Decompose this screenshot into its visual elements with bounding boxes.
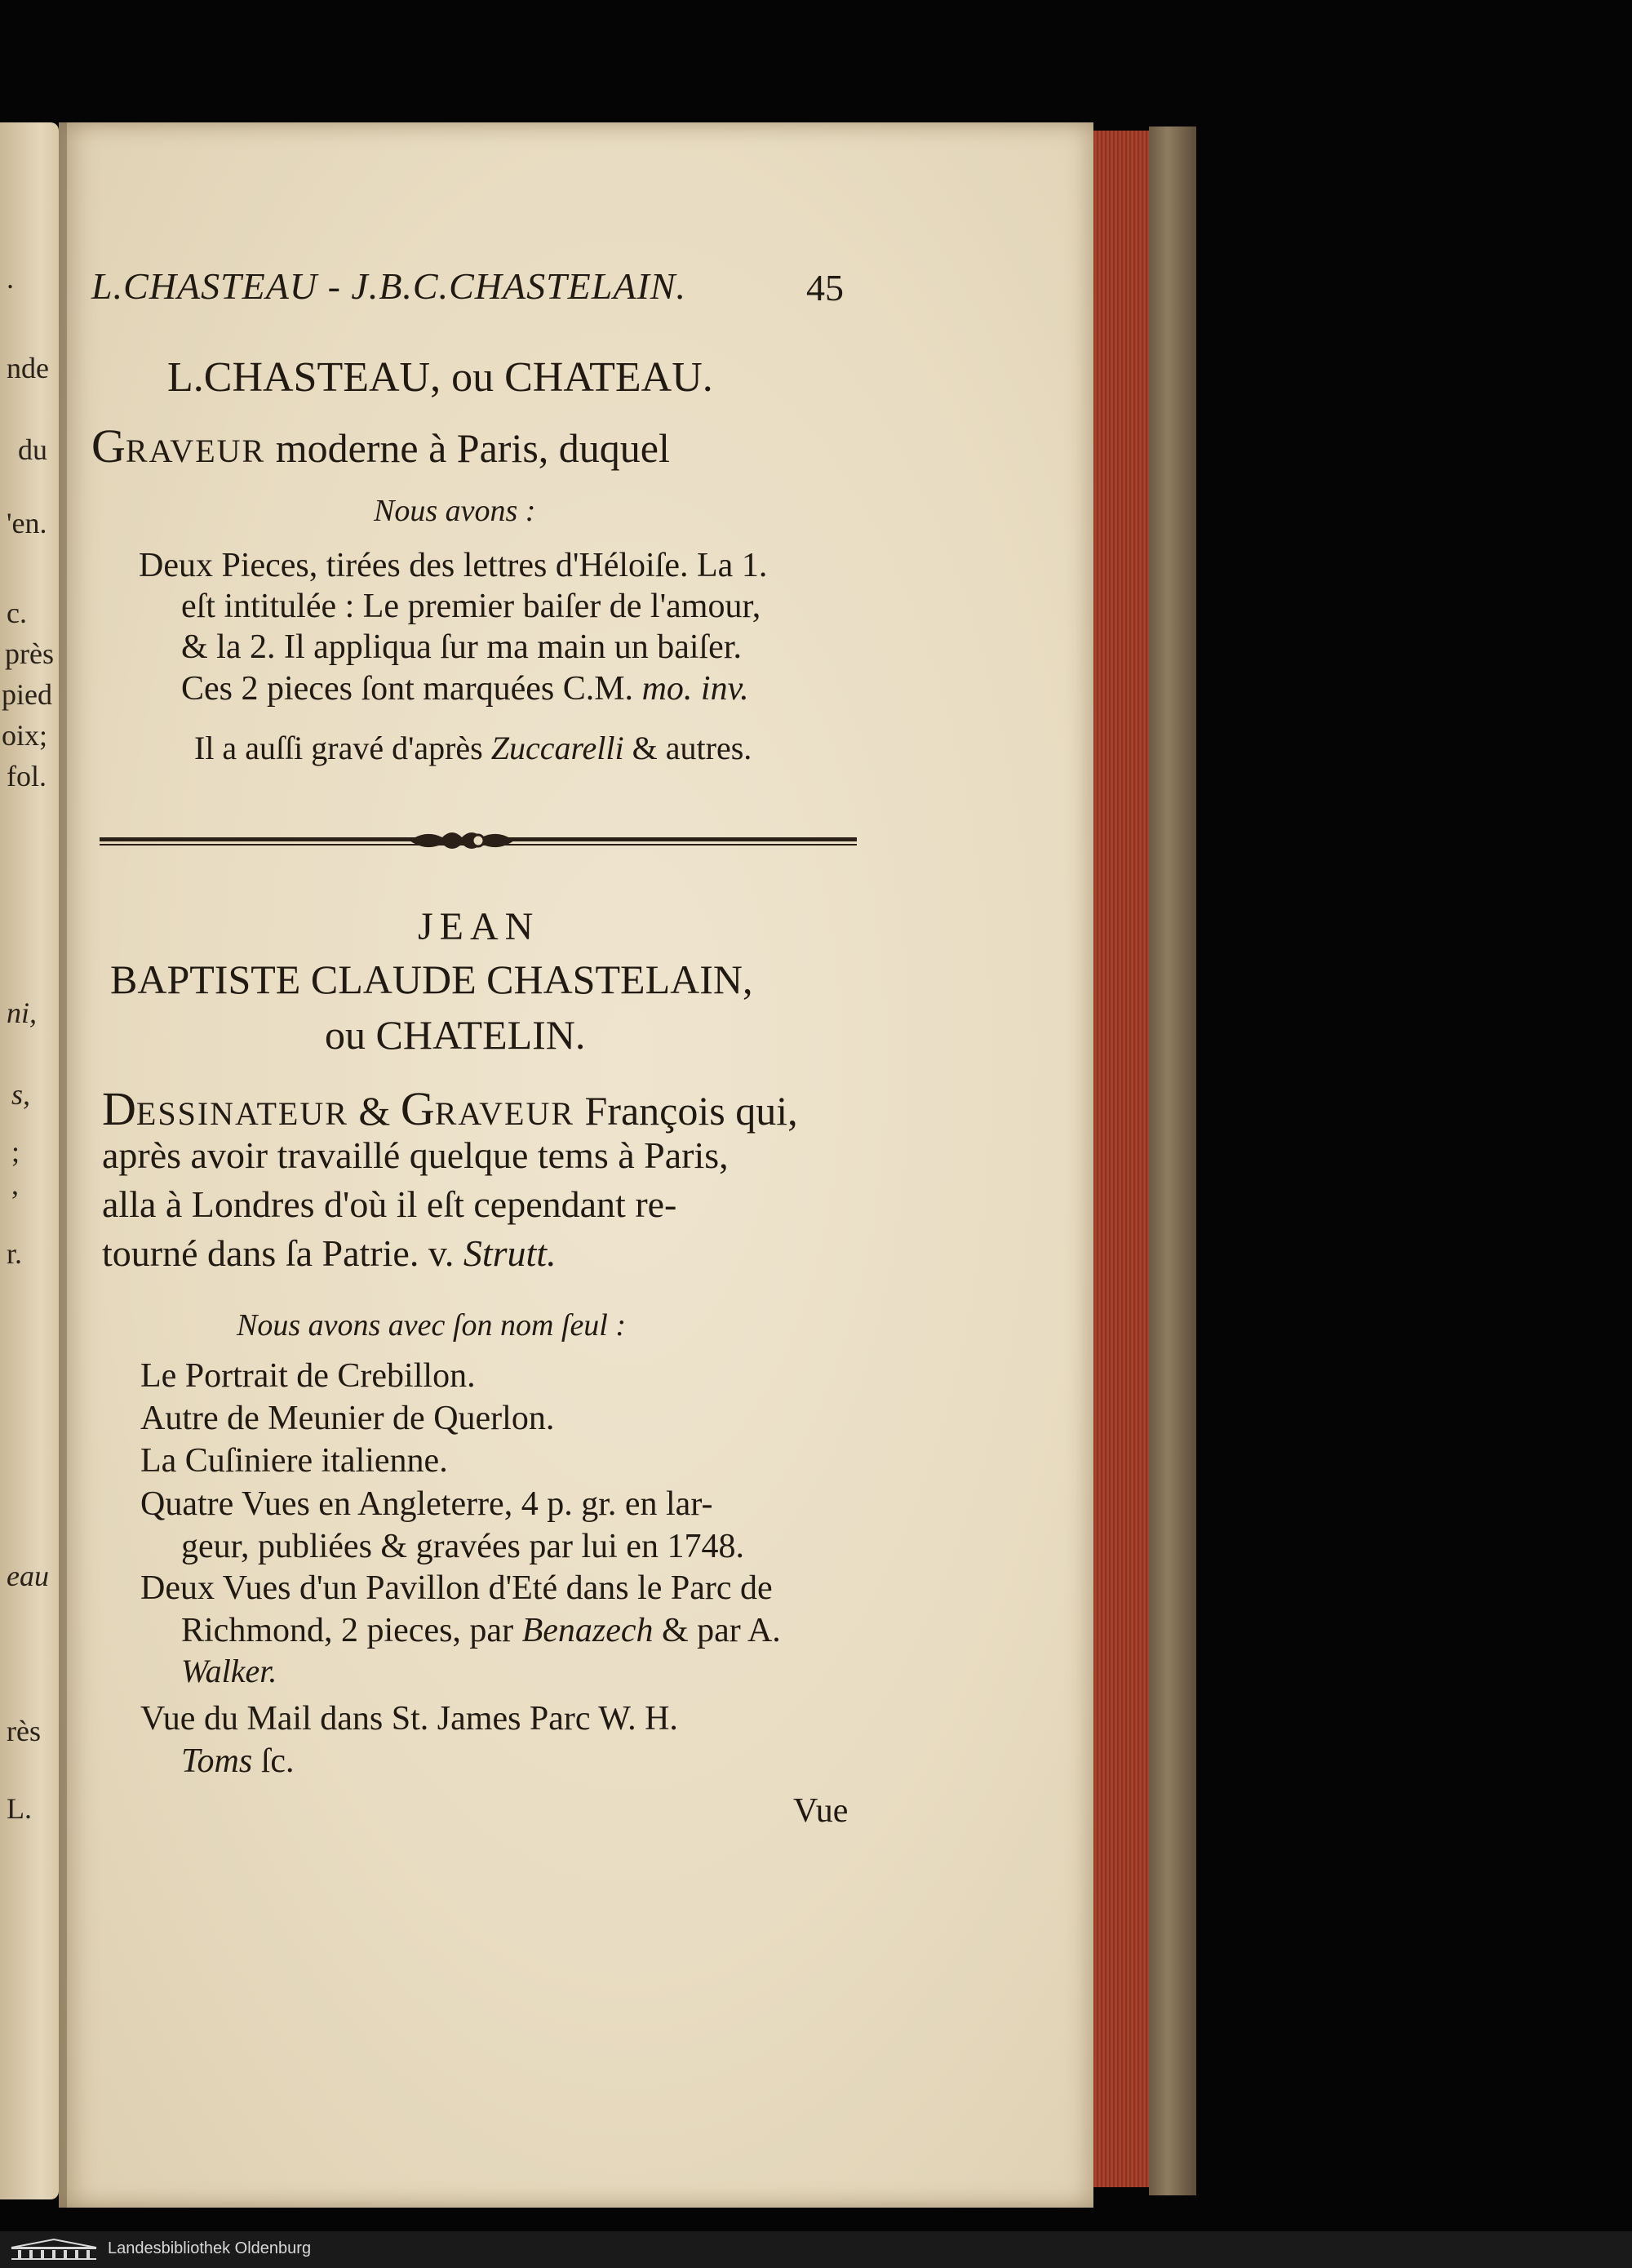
left-fragment: L. <box>7 1792 32 1825</box>
list-item-italic: Toms <box>181 1742 253 1780</box>
left-fragment: rès <box>7 1715 41 1747</box>
left-fragment: c. <box>7 597 27 629</box>
small-caps-word: RAVEUR <box>125 433 266 469</box>
left-fragment: fol. <box>7 760 47 792</box>
list-item-text: Richmond, 2 pieces, par <box>181 1612 522 1649</box>
list-item: Deux Vues d'un Pavillon d'Eté dans le Parc de <box>140 1569 773 1607</box>
list-item: Quatre Vues en Angleterre, 4 p. gr. en lar- <box>140 1485 713 1523</box>
note-text: Il a auſſi gravé d'après <box>194 730 491 766</box>
left-fragment: r. <box>7 1237 23 1270</box>
entry-heading: BAPTISTE CLAUDE CHASTELAIN, <box>110 956 753 1002</box>
entry-intro <box>91 419 670 473</box>
list-item: Vue du Mail dans St. James Parc W. H. <box>140 1700 678 1738</box>
left-fragment: ni, <box>7 996 38 1029</box>
body-line: & la 2. Il appliqua ſur ma main un baiſer. <box>181 628 742 666</box>
note-italic: Zuccarelli <box>490 730 624 766</box>
left-fragment: , <box>11 1168 19 1201</box>
list-item-text: ſc. <box>252 1742 295 1780</box>
body-line: Deux Pieces, tirées des lettres d'Héloiſe. La 1. <box>139 547 768 584</box>
body-line: après avoir travaillé quelque tems à Paris, <box>102 1134 729 1176</box>
initial-capital: D <box>102 1082 136 1135</box>
body-line-text: Ces 2 pieces ſont marquées C.M. <box>181 670 634 708</box>
body-line <box>102 1232 557 1274</box>
left-fragment: ; <box>11 1135 20 1168</box>
page-gutter <box>59 122 67 2208</box>
catchword: Vue <box>793 1792 849 1830</box>
list-item: Autre de Meunier de Querlon. <box>140 1400 555 1437</box>
page-edges <box>1093 131 1149 2187</box>
small-caps-word: RAVEUR <box>434 1095 575 1132</box>
list-item: Walker. <box>181 1653 277 1689</box>
initial-capital: G <box>91 419 126 473</box>
subheading: Nous avons avec ſon nom ſeul : <box>237 1308 627 1343</box>
intro-text: moderne à Paris, duquel <box>265 425 670 471</box>
small-caps-word: ESSINATEUR <box>135 1095 348 1132</box>
list-item: La Cuſiniere italienne. <box>140 1442 448 1480</box>
list-item-text: & par A. <box>653 1612 781 1649</box>
left-fragment: oix; <box>2 719 48 752</box>
note-text: & autres. <box>623 730 752 766</box>
left-fragment: pied <box>2 678 52 711</box>
entry-intro <box>102 1082 798 1135</box>
left-fragment: 'en. <box>7 507 47 539</box>
book-cover-board <box>1149 126 1196 2195</box>
initial-capital: G <box>400 1082 435 1135</box>
list-item <box>181 1744 295 1778</box>
left-fragment: eau <box>7 1560 49 1592</box>
running-title: L.CHASTEAU - J.B.C.CHASTELAIN. <box>91 265 686 307</box>
intro-text: & <box>348 1088 401 1134</box>
body-line: alla à Londres d'où il eſt cependant re- <box>102 1183 677 1225</box>
left-fragment: du <box>18 433 47 466</box>
body-line <box>181 672 749 706</box>
body-line-italic: Strutt. <box>463 1232 557 1274</box>
entry-heading: L.CHASTEAU, ou CHATEAU. <box>167 354 713 401</box>
body-line: eſt intitulée : Le premier baiſer de l'amour, <box>181 588 761 625</box>
entry-heading: ou CHATELIN. <box>325 1012 586 1058</box>
list-item-italic: Benazech <box>521 1612 654 1649</box>
list-item: geur, publiées & gravées par lui en 1748. <box>181 1528 744 1565</box>
ornamental-divider <box>100 824 857 857</box>
list-item <box>181 1613 781 1648</box>
body-line-italic: mo. inv. <box>633 670 749 708</box>
left-fragment: près <box>5 637 54 670</box>
footer-bar <box>0 2231 1632 2268</box>
library-name: Landesbibliothek Oldenburg <box>108 2239 312 2257</box>
left-fragment: s, <box>11 1078 31 1111</box>
list-item: Le Portrait de Crebillon. <box>140 1357 476 1395</box>
intro-text: François qui, <box>574 1088 798 1134</box>
entry-heading: JEAN <box>418 905 540 948</box>
body-line-text: tourné dans ſa Patrie. v. <box>102 1232 463 1274</box>
subheading: Nous avons : <box>374 494 536 528</box>
library-building-icon <box>8 2238 100 2261</box>
left-fragment: . <box>7 262 14 295</box>
note-line <box>194 732 752 765</box>
left-fragment: nde <box>7 352 49 384</box>
page-number: 45 <box>806 267 844 308</box>
